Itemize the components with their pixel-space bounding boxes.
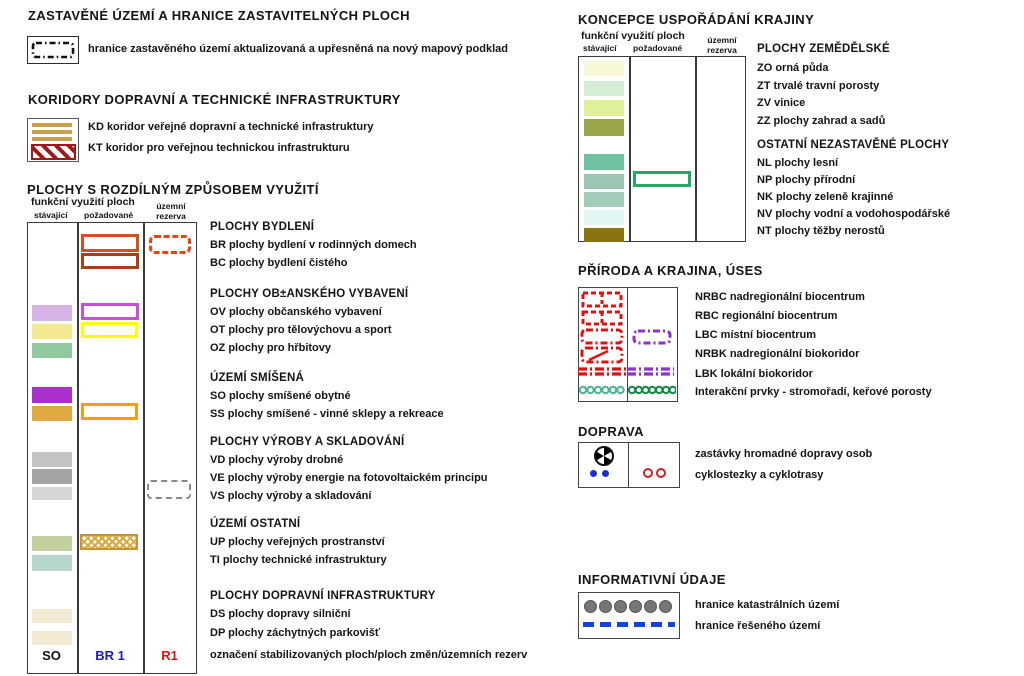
cyklostezka-dot-icon xyxy=(602,470,609,477)
interakcni-prvky-icon xyxy=(579,384,625,397)
label-ss: SS plochy smíšené - vinné sklepy a rekreace xyxy=(210,408,444,420)
swatch-ds-stavajici xyxy=(32,609,72,623)
label-lbk: LBK lokální biokoridor xyxy=(695,368,813,380)
group-heading-bydleni: PLOCHY BYDLENÍ xyxy=(210,221,315,233)
swatch-nt xyxy=(584,228,624,242)
koncepce-col-uzemni-rezerva: územní rezerva xyxy=(707,35,737,55)
section-title-zastavene-uzemi: ZASTAVĚNÉ ÚZEMÍ A HRANICE ZASTAVITELNÝCH PLOCH xyxy=(28,8,410,23)
swatch-zv xyxy=(584,100,624,116)
label-zz: ZZ plochy zahrad a sadů xyxy=(757,115,886,127)
label-br: BR plochy bydlení v rodinných domech xyxy=(210,239,417,251)
section-title-koncepce: KONCEPCE USPOŘÁDÁNÍ KRAJINY xyxy=(578,12,815,27)
swatch-ti-stavajici xyxy=(32,555,72,571)
swatch-zt xyxy=(584,81,624,96)
cyklotrasa-circle-icon xyxy=(656,468,666,478)
doprava-cell-right xyxy=(628,442,680,488)
group-heading-smisena: ÚZEMÍ SMÍŠENÁ xyxy=(210,372,304,384)
swatch-ss-stavajici xyxy=(32,406,72,421)
section-title-koridory: KORIDORY DOPRAVNÍ A TECHNICKÉ INFRASTRUKTURY xyxy=(28,92,401,107)
kd-stripe-icon xyxy=(32,137,72,141)
swatch-bc-pozadovane xyxy=(81,253,139,269)
label-nv: NV plochy vodní a vodohospodářské xyxy=(757,208,951,220)
lbc-icon xyxy=(580,328,624,345)
kd-label: KD koridor veřejné dopravní a technické infrastruktury xyxy=(88,121,374,133)
koncepce-header-group: funkční využití ploch xyxy=(581,30,685,42)
swatch-np-stavajici xyxy=(584,174,624,189)
label-zo: ZO orná půda xyxy=(757,62,829,74)
label-ve: VE plochy výroby energie na fotovoltaickém principu xyxy=(210,472,488,484)
swatch-vyroba-rezerva xyxy=(147,480,191,499)
label-zt: ZT trvalé travní porosty xyxy=(757,80,880,92)
koncepce-column-pozadovane xyxy=(630,56,696,242)
swatch-dp-stavajici xyxy=(32,631,72,645)
lbk-planned-icon xyxy=(627,366,674,377)
plochy-column-pozadovane xyxy=(78,222,144,674)
plochy-col-pozadovane: požadované xyxy=(84,210,134,220)
label-dp: DP plochy záchytných parkovišť xyxy=(210,627,381,639)
kd-stripe-icon xyxy=(32,123,72,127)
kt-hatch-icon xyxy=(31,144,76,160)
swatch-ot-pozadovane xyxy=(81,322,138,338)
label-oz: OZ plochy pro hřbitovy xyxy=(210,342,332,354)
label-nl: NL plochy lesní xyxy=(757,157,839,169)
swatch-np-pozadovane xyxy=(633,171,691,187)
koncepce-column-rezerva xyxy=(696,56,746,242)
label-ds: DS plochy dopravy silniční xyxy=(210,608,351,620)
lbk-icon xyxy=(578,366,626,377)
code-stabilizovana: SO xyxy=(42,648,61,663)
plochy-header-group: funkční využití ploch xyxy=(31,196,135,208)
label-up: UP plochy veřejných prostranství xyxy=(210,536,385,548)
swatch-ss-pozadovane xyxy=(81,403,138,420)
koridory-symbol-box xyxy=(27,118,79,162)
label-nk: NK plochy zeleně krajinné xyxy=(757,191,894,203)
section-title-priroda: PŘÍRODA A KRAJINA, ÚSES xyxy=(578,263,763,278)
label-oznaceni-ploch: označení stabilizovaných ploch/ploch změn/územních rezerv xyxy=(210,649,528,661)
label-interakcni-prvky: Interakční prvky - stromořadí, keřové porosty xyxy=(695,386,932,398)
group-heading-nezastavene: OSTATNÍ NEZASTAVĚNÉ PLOCHY xyxy=(757,139,950,151)
section-title-plochy: PLOCHY S ROZDÍLNÝM ZPŮSOBEM VYUŽITÍ xyxy=(27,182,319,197)
swatch-r1-rezerva xyxy=(149,235,191,254)
swatch-oz-stavajici xyxy=(32,343,72,358)
katastr-dots-icon xyxy=(584,600,672,613)
label-ti: TI plochy technické infrastruktury xyxy=(210,554,387,566)
swatch-up-stavajici xyxy=(32,536,72,551)
label-vd: VD plochy výroby drobné xyxy=(210,454,344,466)
code-zmena: BR 1 xyxy=(95,648,125,663)
label-nrbk: NRBK nadregionální biokoridor xyxy=(695,348,860,360)
cyklostezka-dot-icon xyxy=(590,470,597,477)
swatch-up-pozadovane xyxy=(80,534,138,550)
plochy-col-uzemni-rezerva: územní rezerva xyxy=(156,201,186,221)
group-heading-ostatni: ÚZEMÍ OSTATNÍ xyxy=(210,518,301,530)
label-resene-uzemi: hranice řešeného území xyxy=(695,620,821,632)
swatch-zz xyxy=(584,119,624,136)
label-cyklostezky: cyklostezky a cyklotrasy xyxy=(695,469,824,481)
label-zv: ZV vinice xyxy=(757,97,806,109)
label-np: NP plochy přírodní xyxy=(757,174,856,186)
label-vs: VS plochy výroby a skladování xyxy=(210,490,372,502)
resene-uzemi-dash-icon xyxy=(583,622,675,627)
swatch-vd-stavajici xyxy=(32,452,72,467)
swatch-nl xyxy=(584,154,624,170)
label-ot: OT plochy pro tělovýchovu a sport xyxy=(210,324,392,336)
swatch-ov-pozadovane xyxy=(81,303,139,320)
swatch-ve-stavajici xyxy=(32,469,72,484)
swatch-nv xyxy=(584,210,624,225)
label-bc: BC plochy bydlení čistého xyxy=(210,257,348,269)
swatch-ov-stavajici xyxy=(32,305,72,321)
hranice-zastaveneho-uzemi-label: hranice zastavěného území aktualizovaná a upřesněná na nový mapový podklad xyxy=(88,43,508,55)
swatch-br-pozadovane xyxy=(81,234,139,252)
section-title-doprava: DOPRAVA xyxy=(578,424,644,439)
cyklotrasa-circle-icon xyxy=(643,468,653,478)
label-nrbc: NRBC nadregionální biocentrum xyxy=(695,291,865,303)
label-ov: OV plochy občanského vybavení xyxy=(210,306,382,318)
hranice-zastaveneho-uzemi-symbol xyxy=(27,36,79,64)
swatch-ot-stavajici xyxy=(32,324,72,339)
informativni-symbol-box xyxy=(578,592,680,639)
interakcni-prvky-planned-icon xyxy=(628,384,676,397)
label-zastavky: zastávky hromadné dopravy osob xyxy=(695,448,873,460)
kd-stripe-icon xyxy=(32,130,72,134)
bus-stop-icon xyxy=(594,446,614,466)
plochy-col-stavajici: stávající xyxy=(34,210,68,220)
lbc-planned-icon xyxy=(632,329,672,345)
rbc-icon xyxy=(581,310,623,326)
label-lbc: LBC místní biocentrum xyxy=(695,329,817,341)
label-katastralni-uzemi: hranice katastrálních území xyxy=(695,599,840,611)
group-heading-dopravni: PLOCHY DOPRAVNÍ INFRASTRUKTURY xyxy=(210,590,436,602)
group-heading-zemedelske: PLOCHY ZEMĚDĚLSKÉ xyxy=(757,43,890,55)
code-rezerva: R1 xyxy=(161,648,178,663)
plochy-column-rezerva xyxy=(144,222,197,674)
label-rbc: RBC regionální biocentrum xyxy=(695,310,838,322)
koncepce-col-pozadovane: požadované xyxy=(633,43,683,53)
group-heading-vyroba: PLOCHY VÝROBY A SKLADOVÁNÍ xyxy=(210,436,405,448)
section-title-informativni: INFORMATIVNÍ ÚDAJE xyxy=(578,572,726,587)
nrbk-icon xyxy=(580,346,624,364)
swatch-so-stavajici xyxy=(32,387,72,403)
swatch-nk xyxy=(584,192,624,207)
kt-label: KT koridor pro veřejnou technickou infrastrukturu xyxy=(88,142,350,154)
label-nt: NT plochy těžby nerostů xyxy=(757,225,885,237)
dash-dot-boundary-icon xyxy=(28,37,78,63)
group-heading-obcanske: PLOCHY OB±ANSKÉHO VYBAVENÍ xyxy=(210,288,409,300)
swatch-vs-stavajici xyxy=(32,487,72,500)
label-so: SO plochy smíšené obytné xyxy=(210,390,351,402)
nrbc-icon xyxy=(581,291,623,308)
plochy-column-stavajici xyxy=(27,222,78,674)
koncepce-col-stavajici: stávající xyxy=(583,43,617,53)
swatch-zo xyxy=(584,61,624,76)
